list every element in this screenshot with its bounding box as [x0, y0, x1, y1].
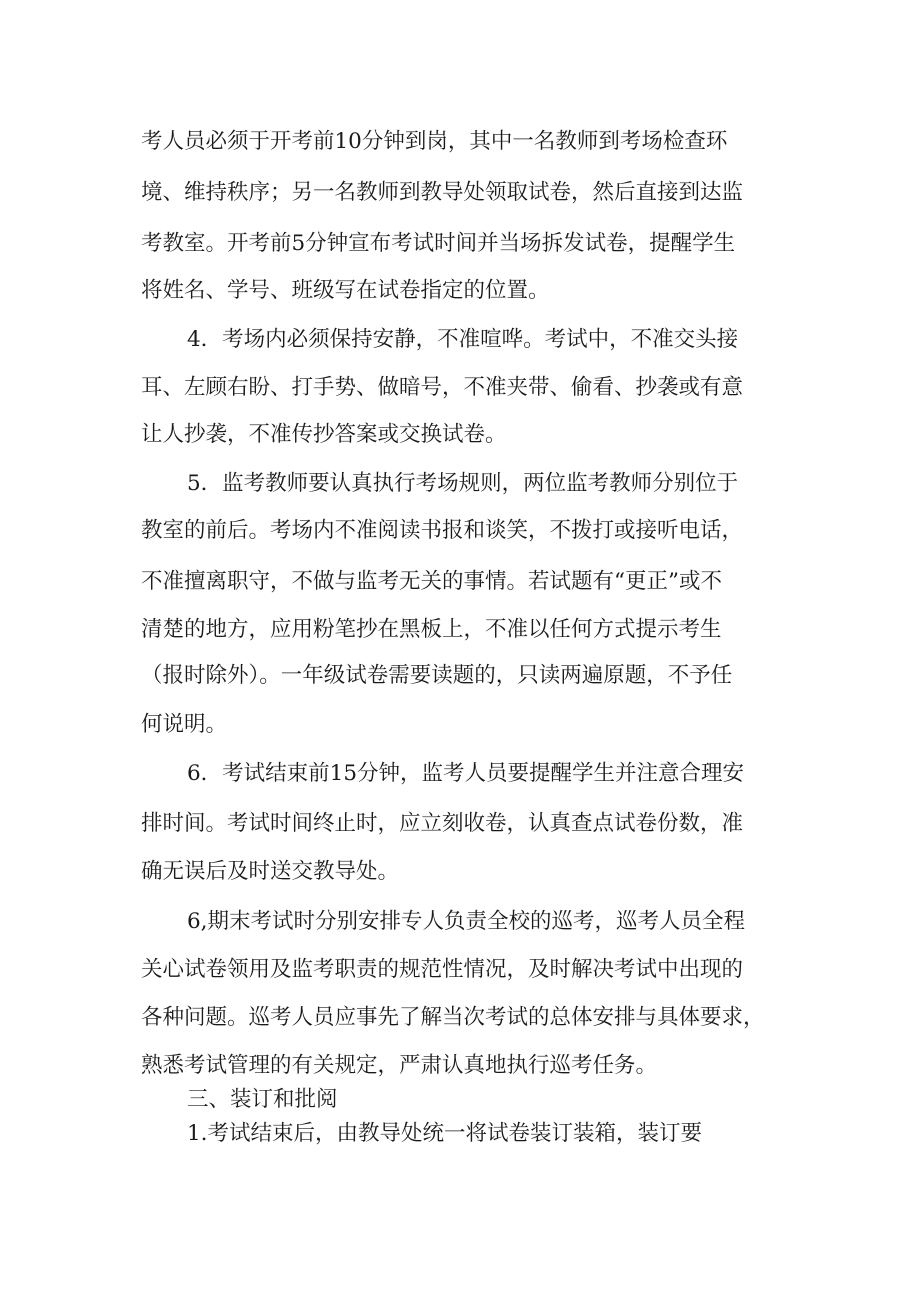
paragraph-line: 排时间。考试时间终止时，应立刻收卷，认真查点试卷份数，准	[141, 811, 744, 836]
paragraph-line: 6．考试结束前15分钟，监考人员要提醒学生并注意合理安	[187, 761, 745, 786]
paragraph-line: 何说明。	[141, 712, 228, 737]
paragraph-line: 5．监考教师要认真执行考场规则，两位监考教师分别位于	[187, 471, 739, 496]
section-heading: 三、装订和批阅	[187, 1087, 338, 1112]
paragraph-line: （报时除外）。一年级试卷需要读题的，只读两遍原题，不予任	[141, 663, 733, 688]
paragraph-line: 考教室。开考前5分钟宣布考试时间并当场拆发试卷，提醒学生	[141, 231, 736, 256]
paragraph-line: 关心试卷领用及监考职责的规范性情况，及时解决考试中出现的	[141, 957, 744, 982]
paragraph-line: 让人抄袭，不准传抄答案或交换试卷。	[141, 422, 507, 447]
paragraph-line: 各种问题。巡考人员应事先了解当次考试的总体安排与具体要求，	[141, 1005, 765, 1030]
paragraph-line: 熟悉考试管理的有关规定，严肃认真地执行巡考任务。	[141, 1053, 658, 1078]
paragraph-line: 考人员必须于开考前10分钟到岗，其中一名教师到考场检查环	[141, 129, 728, 154]
paragraph-line: 教室的前后。考场内不准阅读书报和谈笑，不拨打或接听电话，	[141, 518, 744, 543]
paragraph-line: 确无误后及时送交教导处。	[141, 859, 400, 884]
paragraph-line: 4．考场内必须保持安静，不准喧哗。考试中，不准交头接	[187, 327, 739, 352]
paragraph-line: 耳、左顾右盼、打手势、做暗号，不准夹带、偷看、抄袭或有意	[141, 375, 744, 400]
paragraph-line: 将姓名、学号、班级写在试卷指定的位置。	[141, 278, 550, 303]
paragraph-line: 6,期末考试时分别安排专人负责全校的巡考，巡考人员全程	[187, 909, 746, 934]
paragraph-line: 清楚的地方，应用粉笔抄在黑板上，不准以任何方式提示考生	[141, 617, 722, 642]
paragraph-line: 1.考试结束后，由教导处统一将试卷装订装箱，装订要	[187, 1121, 703, 1146]
paragraph-line: 境、维持秩序；另一名教师到教导处领取试卷，然后直接到达监	[141, 180, 744, 205]
paragraph-line: 不准擅离职守，不做与监考无关的事情。若试题有“更正”或不	[141, 569, 722, 594]
